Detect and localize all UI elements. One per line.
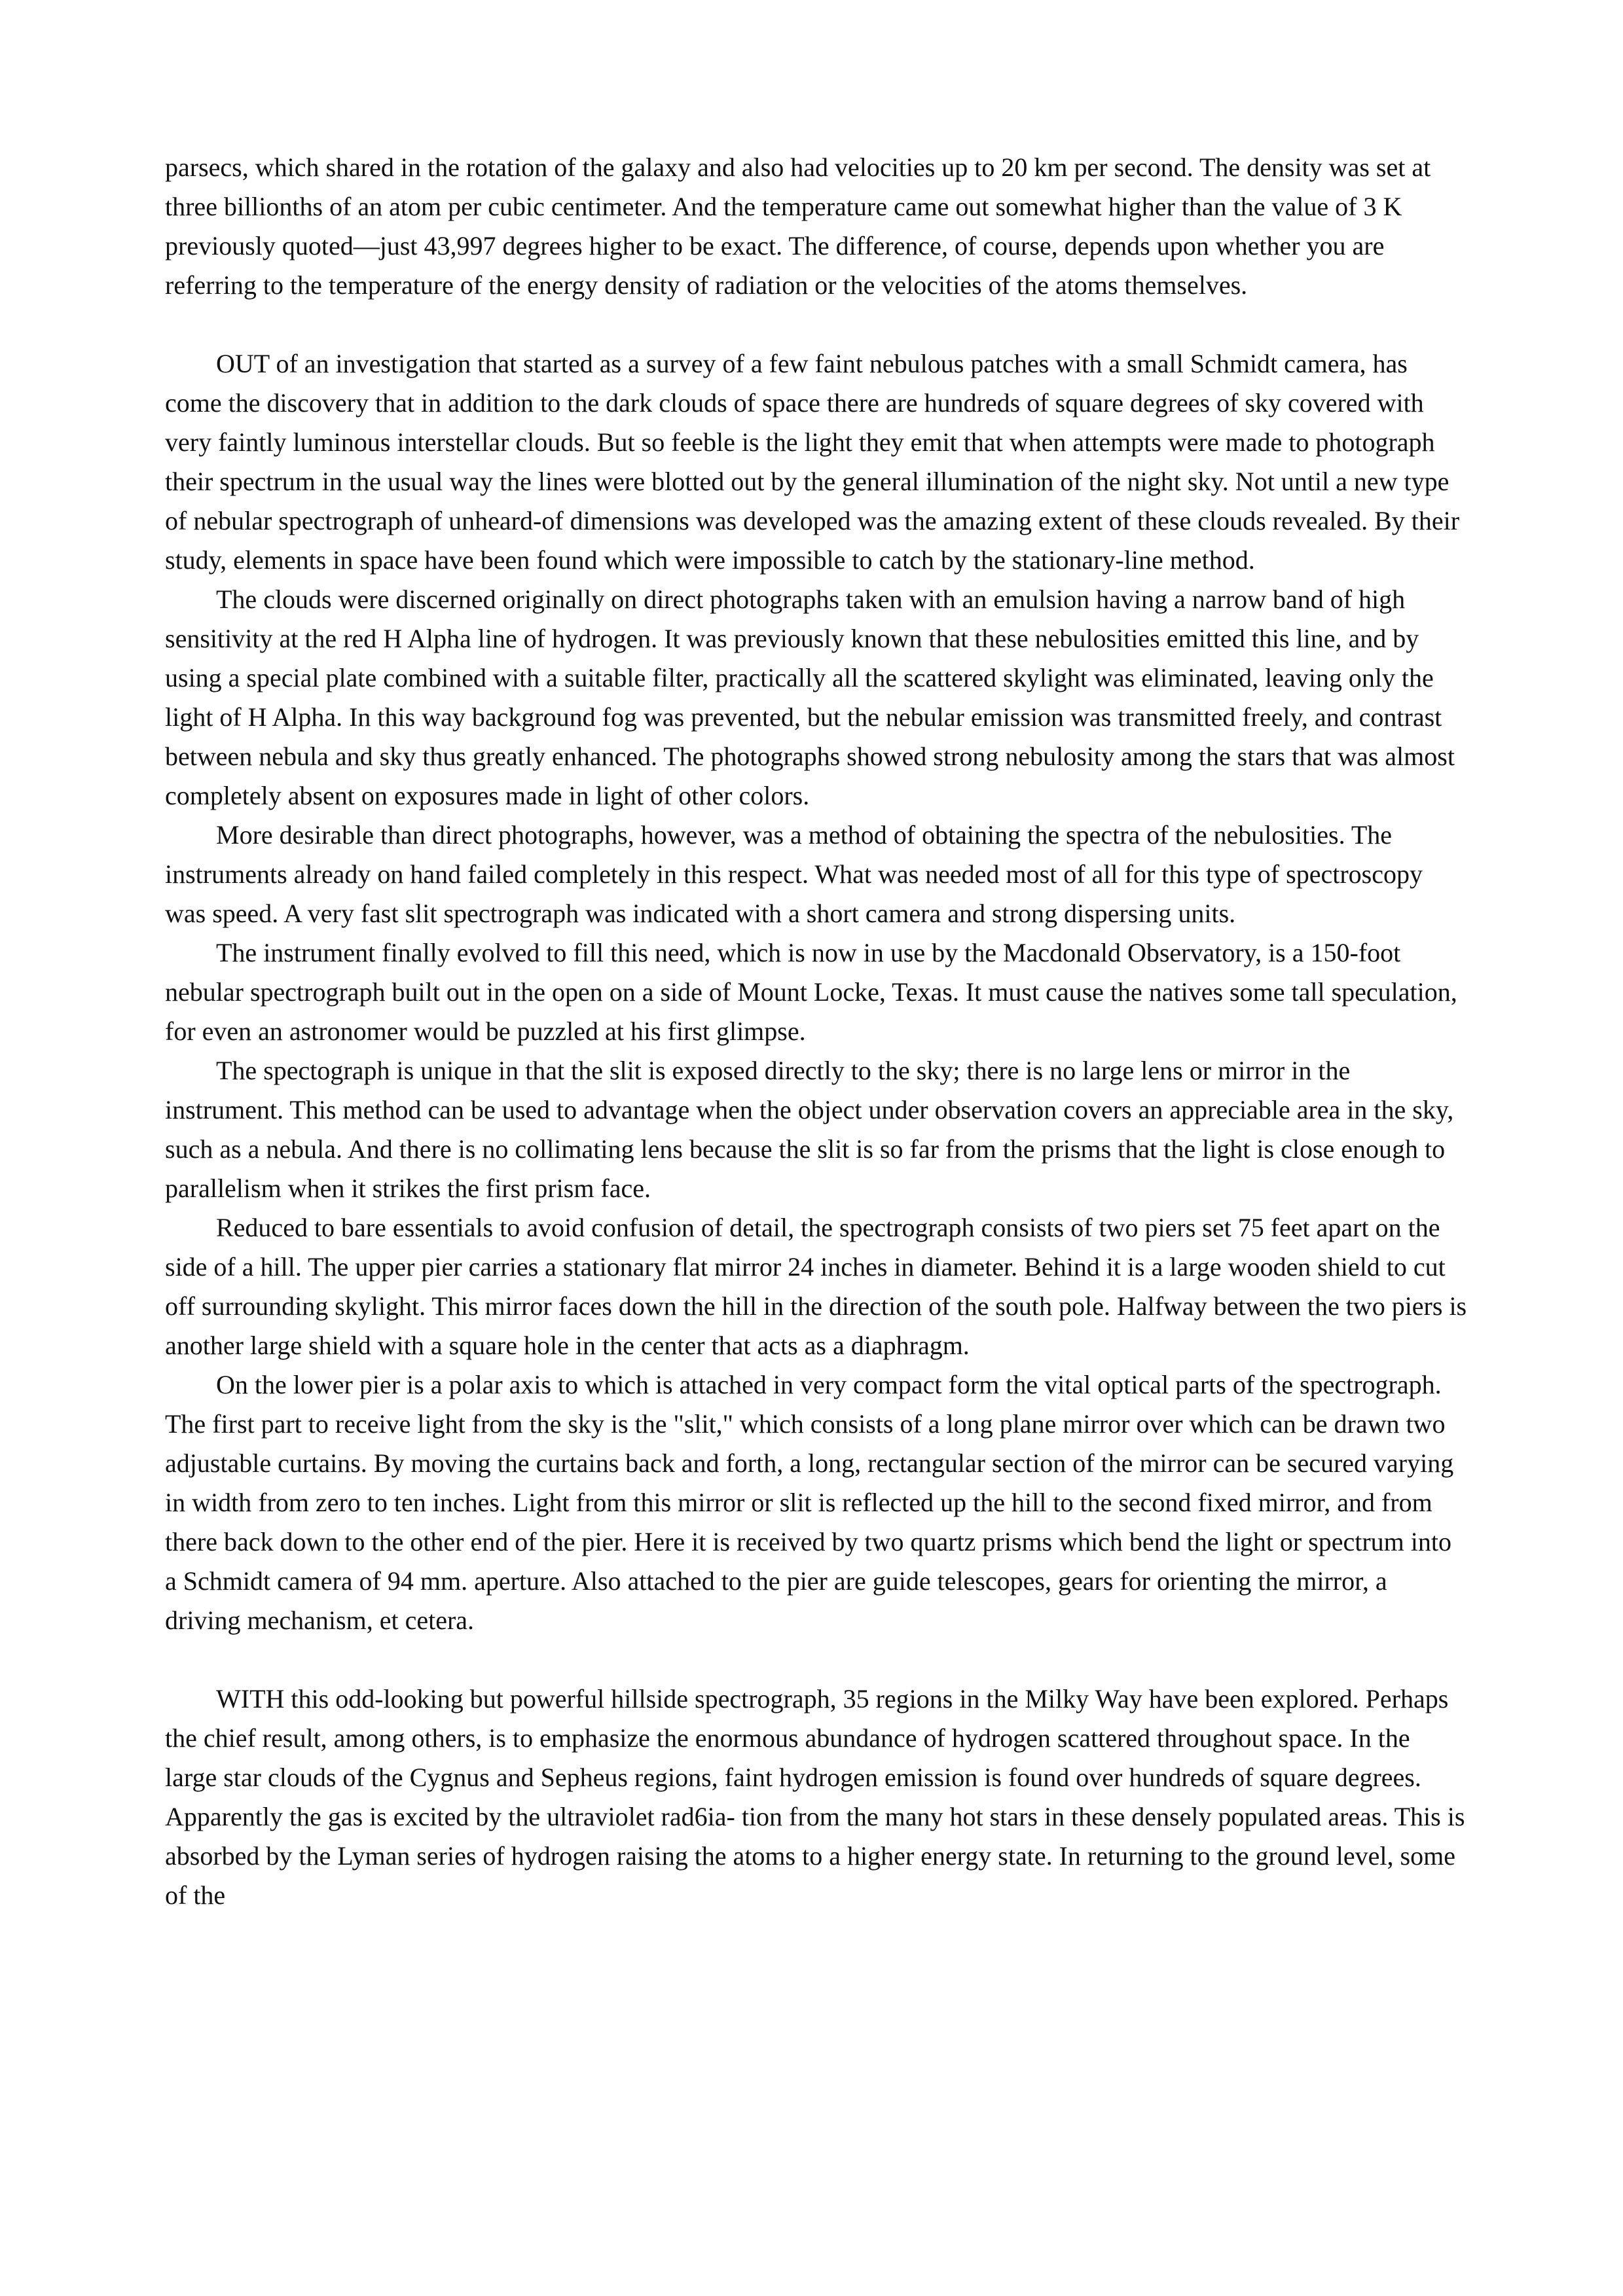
document-page: [165, 148, 1468, 1915]
paragraph-continuation: parsecs, which shared in the rotation of the galaxy and also had velocities up to 20 km per second. The density was set at three billionths of an atom per cubic centimeter. And the temperature came out somewhat higher than the value of 3 K previously quoted—just 43,997 degrees higher to be exact. The difference, of course, depends upon whether you are referring to the temperature of the energy density of radiation or the velocities of the atoms themselves.: [165, 152, 1431, 300]
paragraph: The clouds were discerned originally on direct photographs taken with an emulsion having a narrow band of high sensitivity at the red H Alpha line of hydrogen. It was previously known that these nebulosities emitted this line, and by using a special plate combined with a suitable filter, practically all the scattered skylight was eliminated, leaving only the light of H Alpha. In this way background fog was prevented, but the nebular emission was transmitted freely, and contrast between nebula and sky thus greatly enhanced. The photographs showed strong nebulosity among the stars that was almost completely absent on exposures made in light of other colors.: [165, 584, 1455, 810]
paragraph: The instrument finally evolved to fill this need, which is now in use by the Macdonald Observatory, is a 150-foot nebular spectrograph built out in the open on a side of Mount Locke, Texas. It must cause the natives some tall speculation, for even an astronomer would be puzzled at his first glimpse.: [165, 938, 1457, 1046]
paragraph: The spectograph is unique in that the slit is exposed directly to the sky; there is no large lens or mirror in the instrument. This method can be used to advantage when the object under observation covers an appreciable area in the sky, such as a nebula. And there is no collimating lens because the slit is so far from the prisms that the light is close enough to parallelism when it strikes the first prism face.: [165, 1056, 1454, 1203]
paragraph: Reduced to bare essentials to avoid confusion of detail, the spectrograph consists of two piers set 75 feet apart on the side of a hill. The upper pier carries a stationary flat mirror 24 inches in diameter. Behind it is a large wooden shield to cut off surrounding skylight. This mirror faces down the hill in the direction of the south pole. Halfway between the two piers is another large shield with a square hole in the center that acts as a diaphragm.: [165, 1213, 1467, 1360]
paragraph-section-start: WITH this odd-looking but powerful hillside spectrograph, 35 regions in the Milky Way have been explored. Perhaps the chief result, among others, is to emphasize the enormous abundance of hydrogen scattered throughout space. In the large star clouds of the Cygnus and Sepheus regions, faint hydrogen emission is found over hundreds of square degrees. Apparently the gas is excited by the ultraviolet rad6ia- tion from the many hot stars in these densely populated areas. This is absorbed by the Lyman series of hydrogen raising the atoms to a higher energy state. In returning to the ground level, some of the: [165, 1684, 1465, 1910]
paragraph: More desirable than direct photographs, however, was a method of obtaining the spectra of the nebulosities. The instruments already on hand failed completely in this respect. What was needed most of all for this type of spectroscopy was speed. A very fast slit spectrograph was indicated with a short camera and strong dispersing units.: [165, 820, 1423, 928]
paragraph-section-start: OUT of an investigation that started as a survey of a few faint nebulous patches with a small Schmidt camera, has come the discovery that in addition to the dark clouds of space there are hundreds of square degrees of sky covered with very faintly luminous interstellar clouds. But so feeble is the light they emit that when attempts were made to photograph their spectrum in the usual way the lines were blotted out by the general illumination of the night sky. Not until a new type of nebular spectrograph of unheard-of dimensions was developed was the amazing extent of these clouds revealed. By their study, elements in space have been found which were impossible to catch by the stationary-line method.: [165, 349, 1460, 575]
paragraph: On the lower pier is a polar axis to which is attached in very compact form the vital optical parts of the spectrograph. The first part to receive light from the sky is the "slit," which consists of a long plane mirror over which can be drawn two adjustable curtains. By moving the curtains back and forth, a long, rectangular section of the mirror can be secured varying in width from zero to ten inches. Light from this mirror or slit is reflected up the hill to the second fixed mirror, and from there back down to the other end of the pier. Here it is received by two quartz prisms which bend the light or spectrum into a Schmidt camera of 94 mm. aperture. Also attached to the pier are guide telescopes, gears for orienting the mirror, a driving mechanism, et cetera.: [165, 1370, 1454, 1635]
